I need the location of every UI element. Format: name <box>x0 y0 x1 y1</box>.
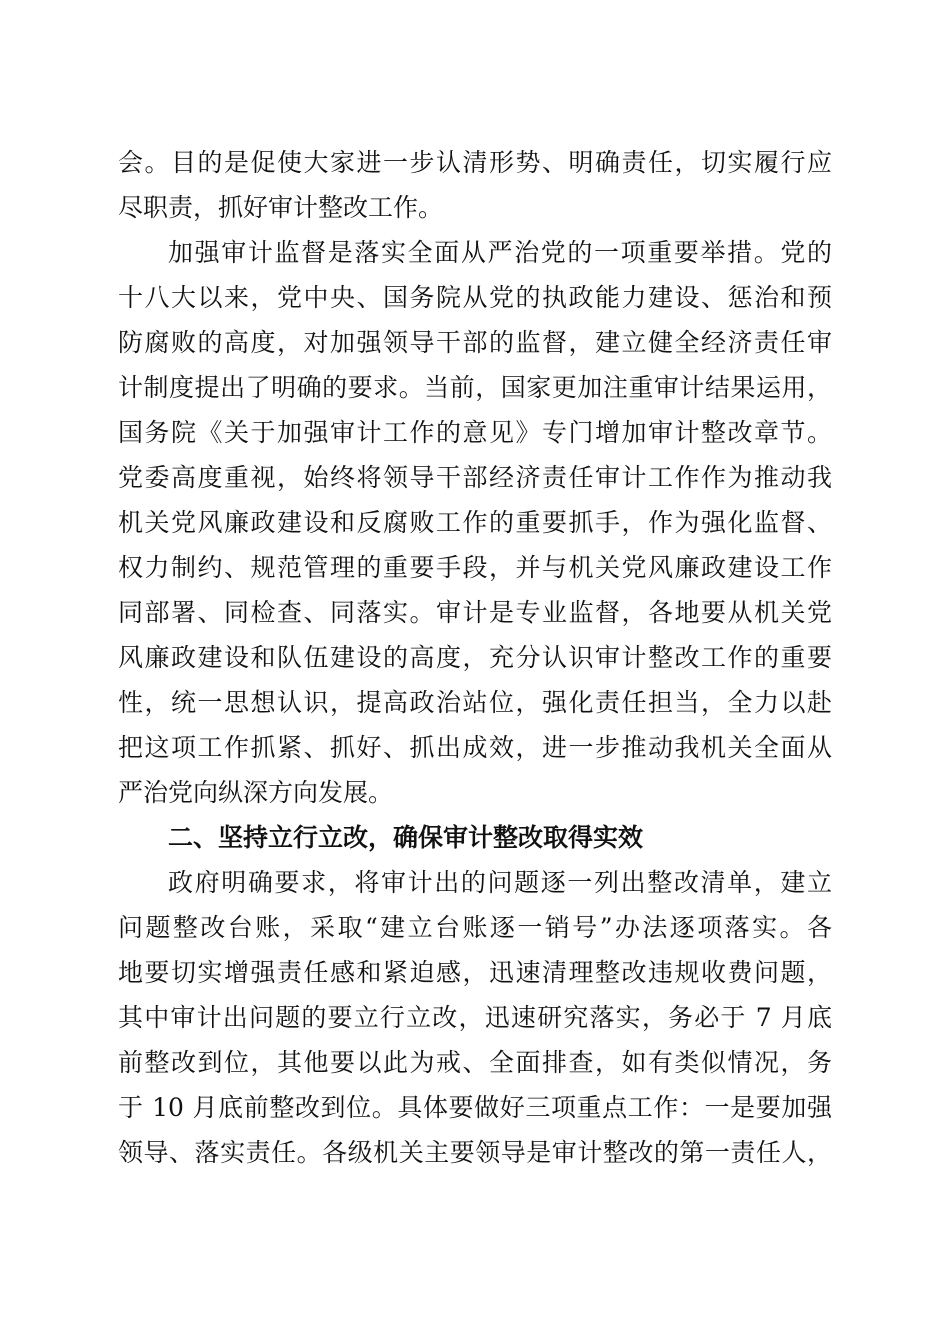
paragraph-1-line-2: 尽职责，抓好审计整改工作。 <box>118 193 444 222</box>
paragraph-2-line-10: 风廉政建设和队伍建设的高度，充分认识审计整改工作的重要 <box>118 643 832 672</box>
paragraph-2-line-8: 权力制约、规范管理的重要手段，并与机关党风廉政建设工作 <box>118 553 832 582</box>
paragraph-2-line-6: 党委高度重视，始终将领导干部经济责任审计工作作为推动我 <box>118 463 832 492</box>
paragraph-2-line-9: 同部署、同检查、同落实。审计是专业监督，各地要从机关党 <box>118 598 832 627</box>
section-heading: 二、坚持立行立改，确保审计整改取得实效 <box>168 823 644 852</box>
paragraph-2-line-1: 加强审计监督是落实全面从严治党的一项重要举措。党的 <box>168 238 832 267</box>
paragraph-3-line-1: 政府明确要求，将审计出的问题逐一列出整改清单，建立 <box>168 868 832 897</box>
paragraph-3-line-6: 于 10 月底前整改到位。具体要做好三项重点工作：一是要加强 <box>118 1093 832 1122</box>
paragraph-3-line-3: 地要切实增强责任感和紧迫感，迅速清理整改违规收费问题， <box>118 958 832 987</box>
paragraph-2-line-7: 机关党风廉政建设和反腐败工作的重要抓手，作为强化监督、 <box>118 508 832 537</box>
paragraph-2-line-11: 性，统一思想认识，提高政治站位，强化责任担当，全力以赴 <box>118 688 832 717</box>
paragraph-2-line-3: 防腐败的高度，对加强领导干部的监督，建立健全经济责任审 <box>118 328 832 357</box>
paragraph-2-line-4: 计制度提出了明确的要求。当前，国家更加注重审计结果运用， <box>118 373 832 402</box>
paragraph-3-line-5: 前整改到位，其他要以此为戒、全面排查，如有类似情况，务 <box>118 1048 832 1077</box>
paragraph-2-line-5: 国务院《关于加强审计工作的意见》专门增加审计整改章节。 <box>118 418 832 447</box>
paragraph-2-line-2: 十八大以来，党中央、国务院从党的执政能力建设、惩治和预 <box>118 283 832 312</box>
paragraph-3-line-7: 领导、落实责任。各级机关主要领导是审计整改的第一责任人， <box>118 1138 832 1167</box>
paragraph-3-line-4: 其中审计出问题的要立行立改，迅速研究落实，务必于 7 月底 <box>118 1003 832 1032</box>
paragraph-2-line-13: 严治党向纵深方向发展。 <box>118 778 394 807</box>
paragraph-1-line-1: 会。目的是促使大家进一步认清形势、明确责任，切实履行应 <box>118 148 832 177</box>
paragraph-3-line-2: 问题整改台账，采取“建立台账逐一销号”办法逐项落实。各 <box>118 913 832 942</box>
paragraph-2-line-12: 把这项工作抓紧、抓好、抓出成效，进一步推动我机关全面从 <box>118 733 832 762</box>
